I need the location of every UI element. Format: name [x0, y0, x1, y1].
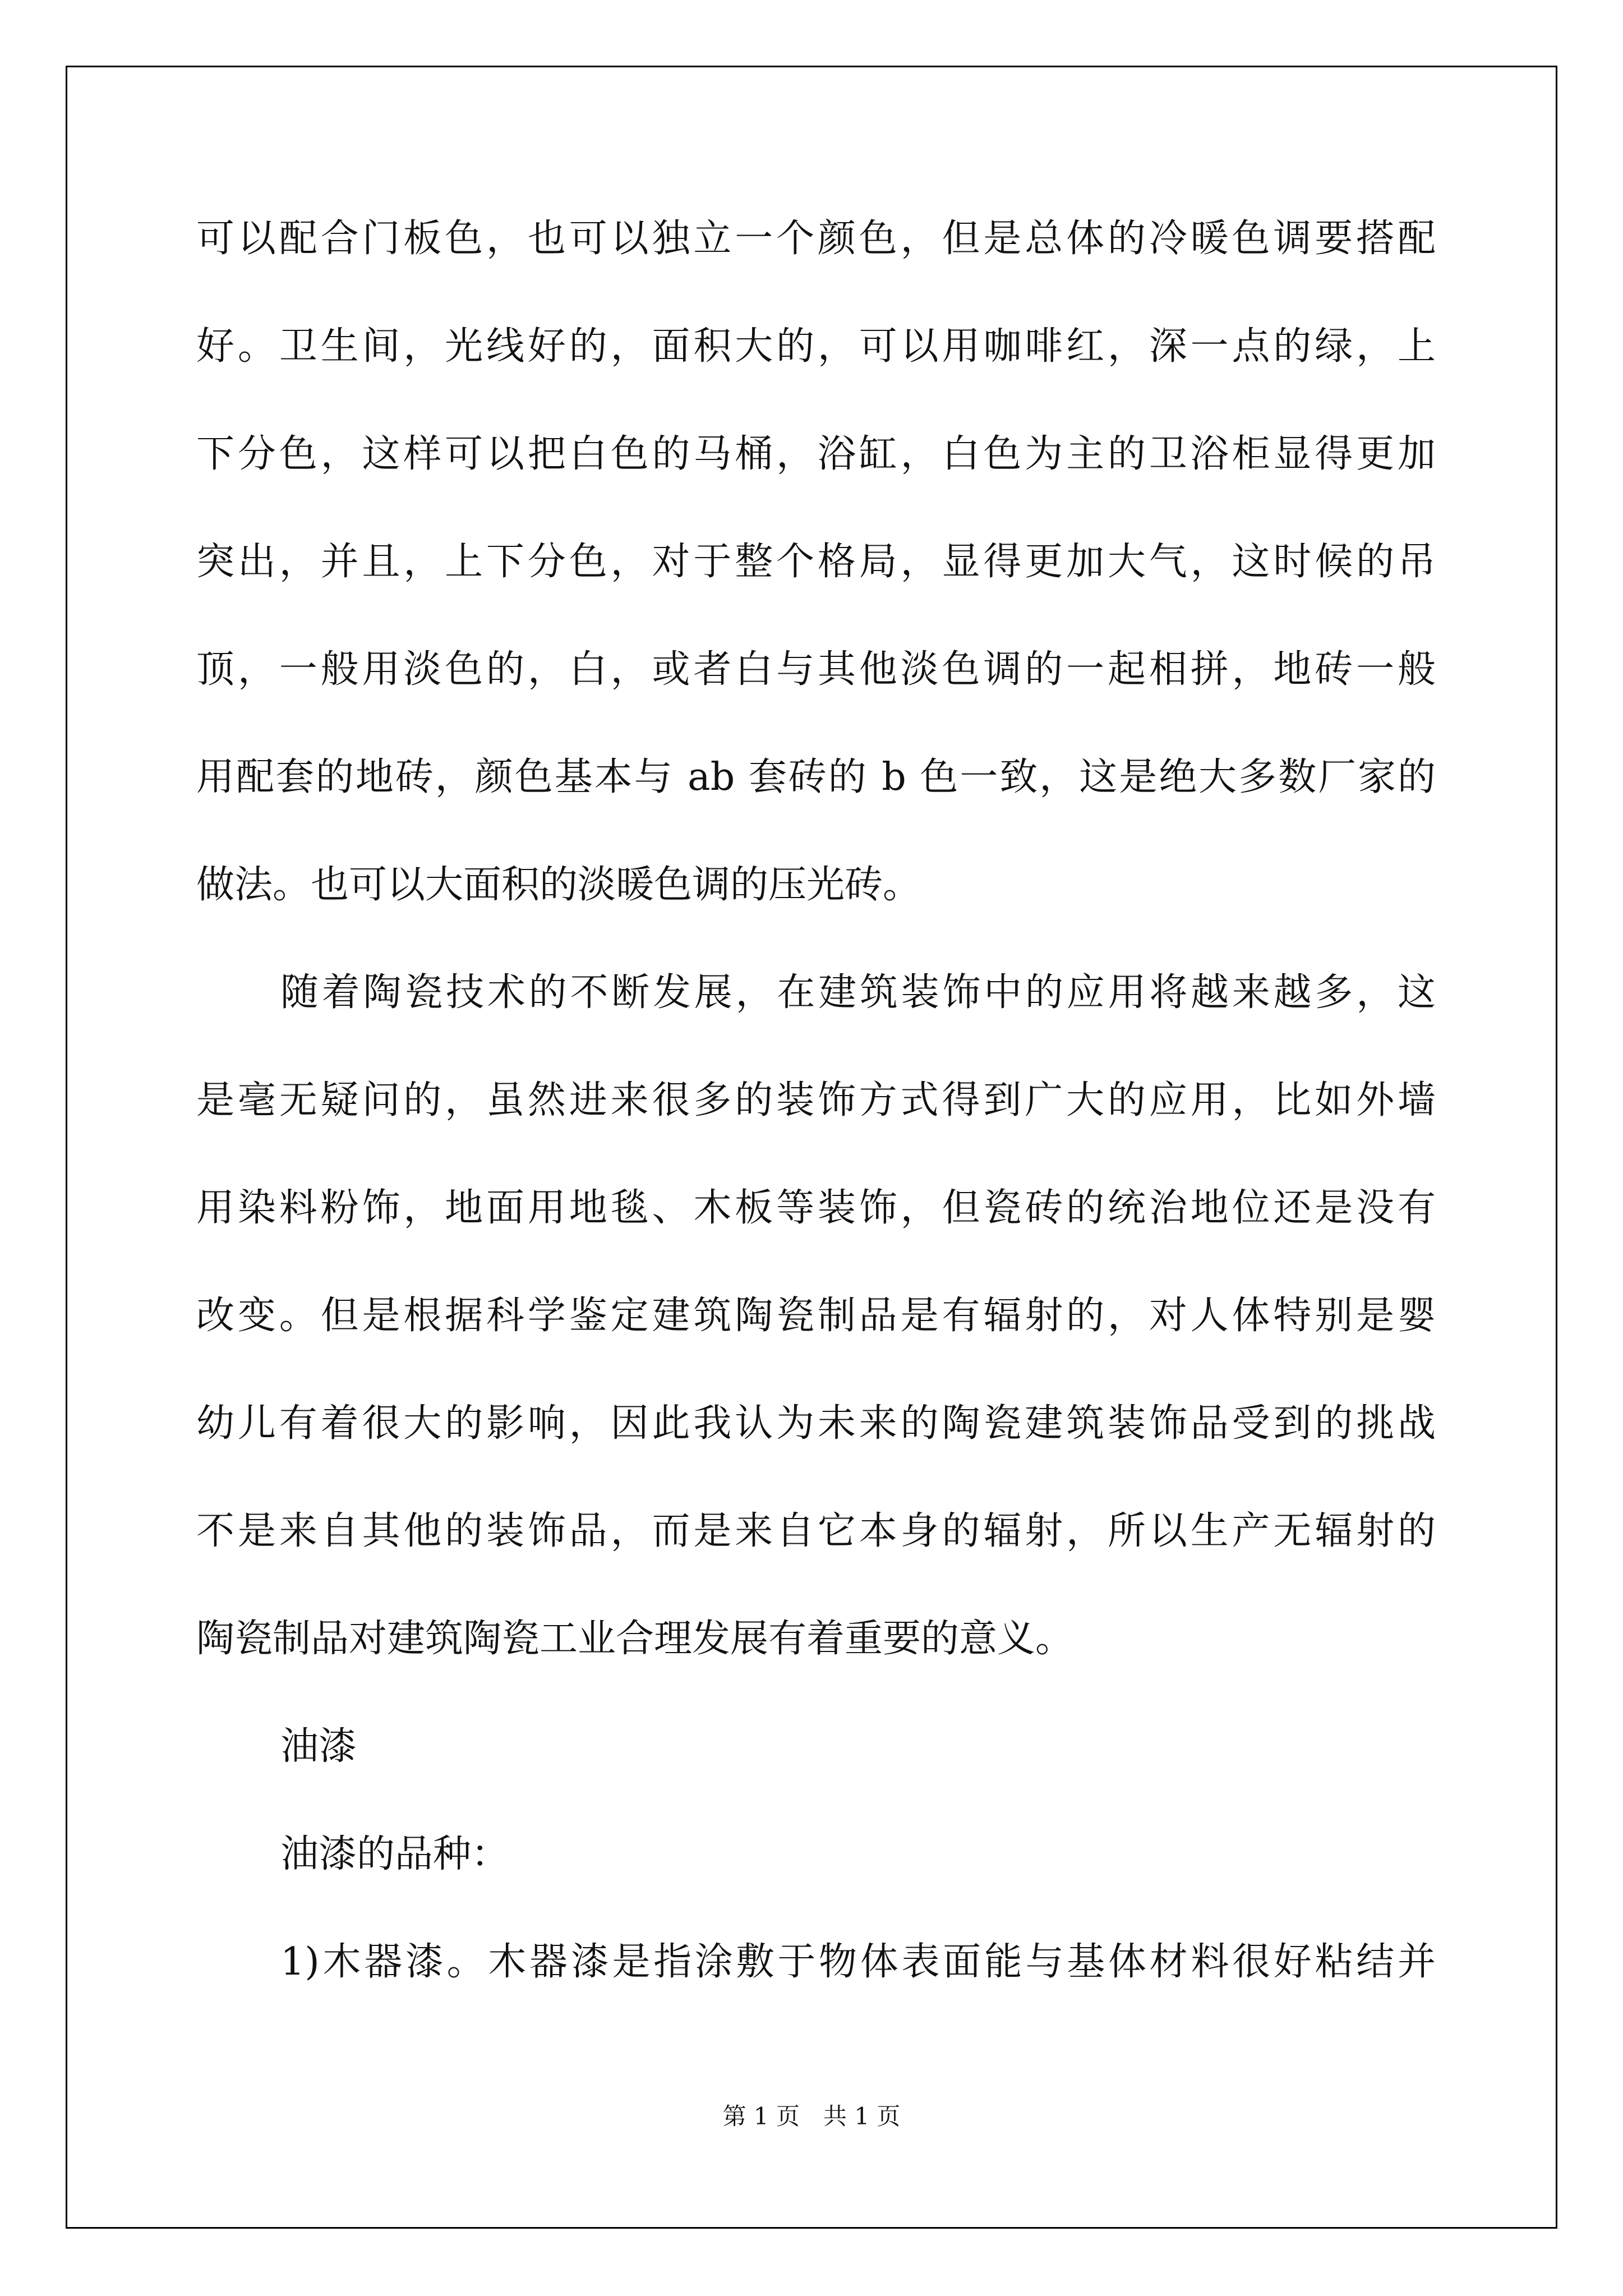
paragraph-line: 用染料粉饰，地面用地毯、木板等装饰，但瓷砖的统治地位还是没有: [196, 1186, 1436, 1230]
paragraph-line: 可以配合门板色，也可以独立一个颜色，但是总体的冷暖色调要搭配: [196, 217, 1436, 261]
paragraph-line: 陶瓷制品对建筑陶瓷工业合理发展有着重要的意义。: [196, 1617, 1074, 1661]
paragraph-line: 不是来自其他的装饰品，而是来自它本身的辐射，所以生产无辐射的: [196, 1509, 1436, 1553]
paragraph-line: 是毫无疑问的，虽然进来很多的装饰方式得到广大的应用，比如外墙: [196, 1078, 1436, 1122]
page-number-footer: 第 1 页 共 1 页: [722, 2102, 901, 2130]
paragraph-line: 做法。也可以大面积的淡暖色调的压光砖。: [196, 863, 921, 907]
paragraph-line: 用配套的地砖，颜色基本与 ab 套砖的 b 色一致，这是绝大多数厂家的: [196, 755, 1436, 799]
paragraph-line: 突出，并且，上下分色，对于整个格局，显得更加大气，这时候的吊: [196, 540, 1436, 584]
subsection-heading: 油漆的品种：: [280, 1832, 510, 1876]
paragraph-line: 下分色，这样可以把白色的马桶，浴缸，白色为主的卫浴柜显得更加: [196, 432, 1436, 476]
paragraph-line: 好。卫生间，光线好的，面积大的，可以用咖啡红，深一点的绿，上: [196, 324, 1436, 369]
paragraph-line: 随着陶瓷技术的不断发展，在建筑装饰中的应用将越来越多，这: [280, 970, 1436, 1015]
section-heading: 油漆: [280, 1724, 357, 1769]
paragraph-line: 幼儿有着很大的影响，因此我认为未来的陶瓷建筑装饰品受到的挑战: [196, 1401, 1436, 1446]
paragraph-line: 改变。但是根据科学鉴定建筑陶瓷制品是有辐射的，对人体特别是婴: [196, 1294, 1436, 1338]
document-body: [196, 185, 1436, 2016]
paragraph-line: 顶，一般用淡色的，白，或者白与其他淡色调的一起相拼，地砖一般: [196, 647, 1436, 692]
list-item: 1)木器漆。木器漆是指涂敷于物体表面能与基体材料很好粘结并: [280, 1940, 1436, 1984]
